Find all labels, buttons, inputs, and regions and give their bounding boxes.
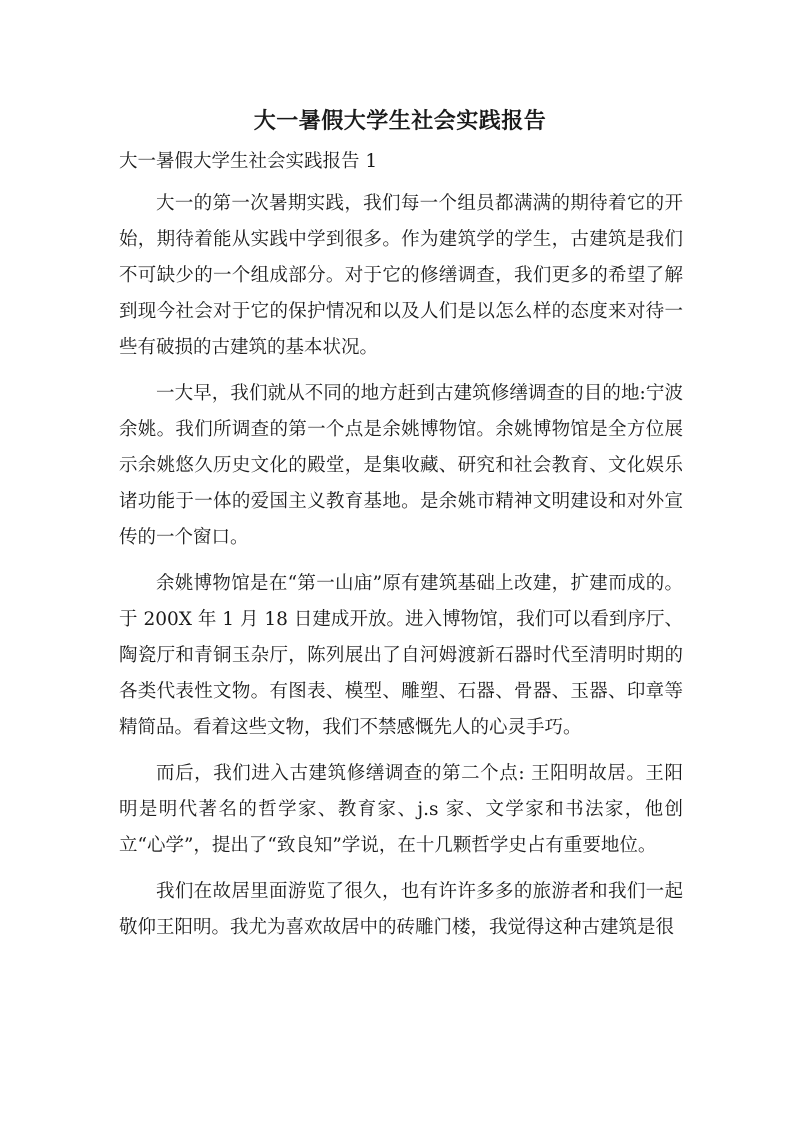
paragraph: 一大早，我们就从不同的地方赶到古建筑修缮调查的目的地:宁波余姚。我们所调查的第一个点是余姚博物馆。余姚博物馆是全方位展示余姚悠久历史文化的殿堂，是集收藏、研究和社会教育、文化娱乐诸功能于一体的爱国主义教育基地。是余姚市精神文明建设和对外宣传的一个窗口。 [119,383,683,548]
paragraph: 而后，我们进入古建筑修缮调查的第二个点: 王阳明故居。王阳明是明代著名的哲学家、教育家、j.s 家、文学家和书法家，他创立“心学”，提出了“致良知”学说，在十几颗哲学史占有重要地位。 [119,763,683,856]
document-title: 大一暑假大学生社会实践报告 [253,108,547,134]
paragraph: 余姚博物馆是在“第一山庙”原有建筑基础上改建，扩建而成的。于 200X 年 1 月 18 日建成开放。进入博物馆，我们可以看到序厅、陶瓷厅和青铜玉杂厅，陈列展出了自河姆渡新石器时代至清明时期的各类代表性文物。有图表、模型、雕塑、石器、骨器、玉器、印章等精简品。看着这些文物，我们不禁感慨先人的心灵手巧。 [119,573,683,738]
paragraph: 我们在故居里面游览了很久，也有许许多多的旅游者和我们一起敬仰王阳明。我尤为喜欢故居中的砖雕门楼，我觉得这种古建筑是很 [119,881,683,938]
paragraph: 大一的第一次暑期实践，我们每一个组员都满满的期待着它的开始，期待着能从实践中学到很多。作为建筑学的学生，古建筑是我们不可缺少的一个组成部分。对于它的修缮调查，我们更多的希望了解到现今社会对于它的保护情况和以及人们是以怎么样的态度来对待一些有破损的古建筑的基本状况。 [119,193,683,358]
section-heading: 大一暑假大学生社会实践报告 1 [119,151,378,172]
document-body [119,186,683,956]
